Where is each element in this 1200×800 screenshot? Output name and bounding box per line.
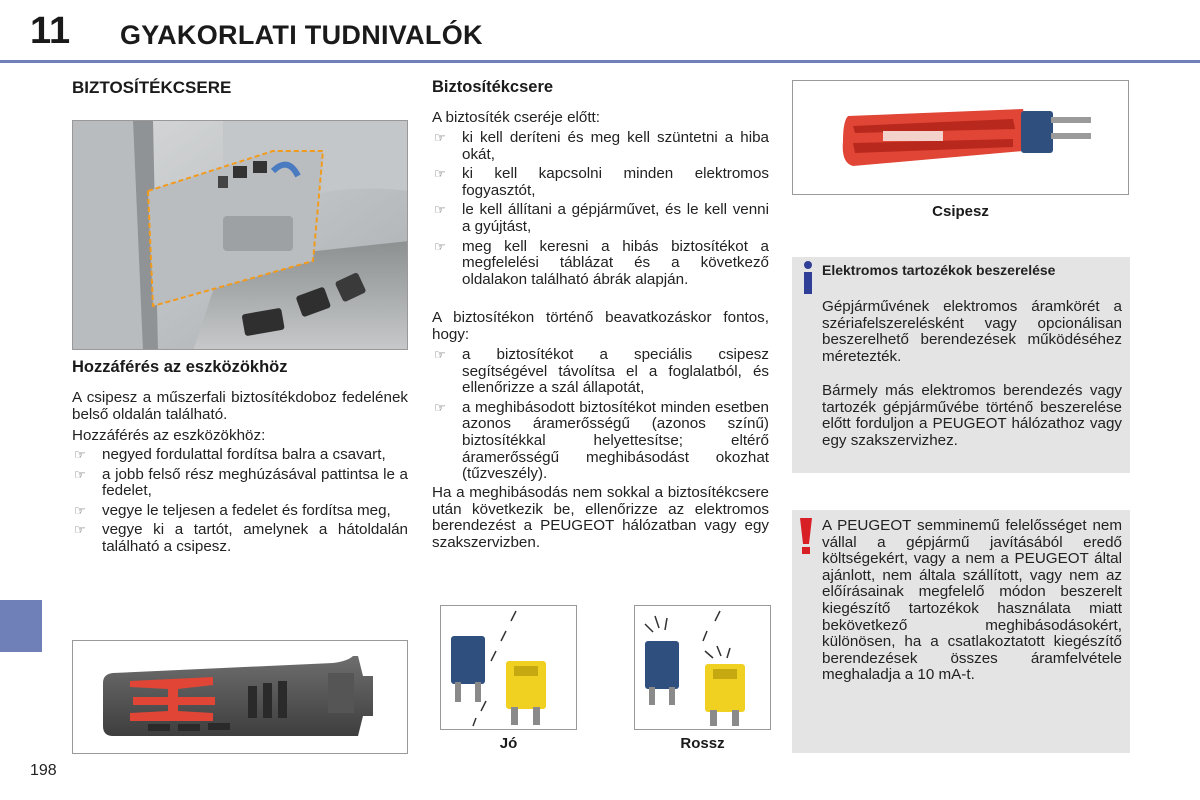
bad-fuse-illustration xyxy=(634,605,771,730)
chapter-side-tab xyxy=(0,600,42,652)
fuse-change-paragraph-3: Ha a meghibásodás nem sokkal a biztosítékcsere után következik be, ellenőrizze az elektromos berendezést a PEUGEOT hálózatban vagy egy szakszervizben. xyxy=(432,484,769,551)
bad-fuse-svg xyxy=(635,606,770,729)
dashboard-illustration-svg xyxy=(73,121,408,350)
pointing-hand-bullet-icon: ☞ xyxy=(434,238,446,254)
info-box-title: Elektromos tartozékok beszerelése xyxy=(822,262,1056,278)
header-divider xyxy=(0,60,1200,63)
info-icon xyxy=(798,259,820,295)
fuse-change-heading: Biztosítékcsere xyxy=(432,78,554,96)
chapter-number: 11 xyxy=(30,10,71,52)
pointing-hand-bullet-icon: ☞ xyxy=(434,347,446,362)
tweezers-caption: Csipesz xyxy=(932,203,989,220)
info-box-paragraph-1: Gépjárművének elektromos áramkörét a szériafelszerelésként vagy opcionálisan beszerelhető berendezések működéséhez méretezték. xyxy=(822,298,1122,365)
pointing-hand-bullet-icon: ☞ xyxy=(434,130,446,145)
fuse-change-rules-list xyxy=(432,347,769,486)
fuse-change-prechecks-list xyxy=(432,130,769,291)
info-box-paragraph-2: Bármely más elektromos berendezés vagy tartozék gépjárművébe történő beszerelése előtt forduljon a PEUGEOT hálózathoz vagy egy szakszervizhez. xyxy=(822,382,1122,449)
list-item: ☞ negyed fordulattal fordítsa balra a csavart, xyxy=(74,446,386,463)
list-item: ☞ le kell állítani a gépjárművet, és le kell venni a gyújtást, xyxy=(434,201,769,235)
dashboard-fusebox-illustration xyxy=(72,120,408,350)
fuse-change-intro: A biztosíték cseréje előtt: xyxy=(432,109,600,126)
fuse-holder-svg xyxy=(73,641,407,753)
good-fuse-svg xyxy=(441,606,576,729)
tweezers-illustration xyxy=(792,80,1129,195)
pointing-hand-bullet-icon: ☞ xyxy=(74,466,86,482)
pointing-hand-bullet-icon: ☞ xyxy=(74,522,86,538)
list-item: ☞ ki kell deríteni és meg kell szüntetni a hiba okát, xyxy=(434,129,769,163)
pointing-hand-bullet-icon: ☞ xyxy=(434,166,446,182)
list-item: ☞ vegye ki a tartót, amelynek a hátoldalán található a csipesz. xyxy=(74,521,408,555)
list-item: ☞ ki kell kapcsolni minden elektromos fogyasztót, xyxy=(434,165,769,199)
pointing-hand-bullet-icon: ☞ xyxy=(74,447,86,462)
pointing-hand-bullet-icon: ☞ xyxy=(434,202,446,218)
page-number: 198 xyxy=(30,762,57,779)
chapter-title: GYAKORLATI TUDNIVALÓK xyxy=(120,20,483,50)
good-fuse-caption: Jó xyxy=(499,735,518,752)
warning-box xyxy=(792,510,1130,753)
good-fuse-illustration xyxy=(440,605,577,730)
list-item: ☞ a biztosítékot a speciális csipesz segítségével távolítsa el a foglalatból, és ellenőrizze a szál állapotát, xyxy=(434,346,769,397)
pointing-hand-bullet-icon: ☞ xyxy=(434,399,446,415)
info-box xyxy=(792,257,1130,473)
warning-icon xyxy=(796,516,816,556)
access-paragraph-2: Hozzáférés az eszközökhöz: xyxy=(72,427,266,444)
access-steps-list xyxy=(72,447,408,559)
access-paragraph-1: A csipesz a műszerfali biztosítékdoboz fedelének belső oldalán található. xyxy=(72,389,408,423)
list-item: ☞ vegye le teljesen a fedelet és fordítsa meg, xyxy=(74,501,391,519)
warning-text: A PEUGEOT semminemű felelősséget nem vállal a gépjármű javításából eredő költségekért, vagy a nem a PEUGEOT által ajánlott, nem általa szállított, vagy nem az előírásainak megfelelő módon beszerelt kiegészítő tartozékok használata miatt bekövetkező meghibásodásokért, különösen, ha a csatlakoztatott kiegészítő berendezések összes áramfelvétele meghaladja a 10 mA-t. xyxy=(822,517,1122,684)
bad-fuse-caption: Rossz xyxy=(680,735,725,752)
pointing-hand-bullet-icon: ☞ xyxy=(74,502,86,518)
section-title: BIZTOSÍTÉKCSERE xyxy=(72,78,232,97)
access-subheading: Hozzáférés az eszközökhöz xyxy=(72,358,288,376)
list-item: ☞ a meghibásodott biztosítékot minden esetben azonos áramerősségű (azonos színű) biztosítékkal helyettesítse; eltérő áramerősségű meghibásodást okozhat (tűzveszély). xyxy=(434,398,769,483)
fuse-change-paragraph-2: A biztosítékon történő beavatkozáskor fontos, hogy: xyxy=(432,309,769,343)
fuse-holder-illustration xyxy=(72,640,408,754)
list-item: ☞ a jobb felső rész meghúzásával pattintsa le a fedelet, xyxy=(74,465,408,500)
list-item: ☞ meg kell keresni a hibás biztosítékot a megfelelési táblázat és a következő oldalakon található ábrák alapján. xyxy=(434,237,769,288)
tweezers-svg xyxy=(793,81,1128,194)
